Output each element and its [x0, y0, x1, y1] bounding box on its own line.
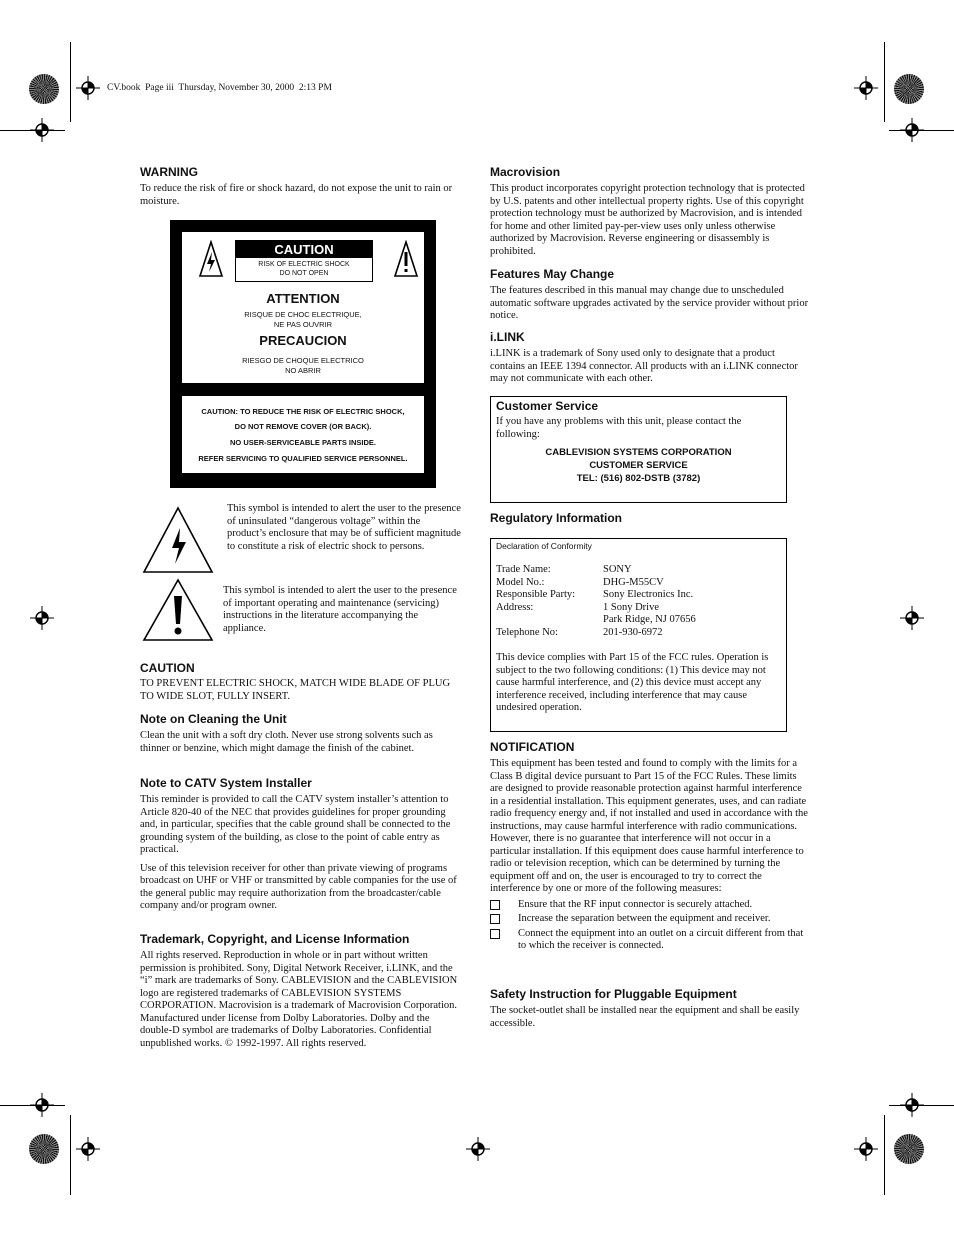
checkbox-bullet-icon	[490, 929, 500, 939]
declaration-title: Declaration of Conformity	[496, 541, 592, 551]
decl-value: 201-930-6972	[603, 626, 663, 638]
decl-value: 1 Sony Drive	[603, 601, 659, 613]
exclamation-triangle-icon	[393, 240, 419, 278]
precaucion-sub2: NO ABRIR	[285, 366, 321, 375]
checkbox-bullet-icon	[490, 900, 500, 910]
list-item	[490, 928, 812, 953]
trademark-text: All rights reserved. Reproduction in whole or in part without written permission is prohibited. Sony, Digital Network Receiver, i.LINK, and the “i” mark are trademarks of Sony. CABLEVISION and the CABLEVISION logo are registered trademarks of CABLEVISION SYSTEMS CORPORATION. Macrovision is a trademark of Macrovision Corporation. Manufactured under license from Dolby Laboratories. Dolby and the double-D symbol are trademarks of Dolby Laboratories. Confidential unpublished works. © 1992-1997. All rights reserved.	[140, 950, 458, 1049]
list-item-text: Connect the equipment into an outlet on a circuit different from that to which the receiver is connected.	[518, 927, 804, 951]
cleaning-text: Clean the unit with a soft dry cloth. Never use strong solvents such as thinner or benzine, which might damage the finish of the cabinet.	[140, 730, 433, 754]
precaucion-sub1: RIESGO DE CHOQUE ELECTRICO	[242, 356, 364, 365]
features-heading: Features May Change	[490, 267, 615, 281]
registration-mark-icon	[76, 1137, 100, 1161]
registration-mark-icon	[466, 1137, 490, 1161]
customer-service-text: If you have any problems with this unit, please contact the following:	[496, 416, 742, 440]
attention-sub1: RISQUE DE CHOC ELECTRIQUE,	[244, 310, 362, 319]
label-bottom-line3: NO USER-SERVICEABLE PARTS INSIDE.	[230, 438, 376, 447]
exclaim-symbol-text: This symbol is intended to alert the user to the presence of important operating and maintenance (servicing) instructions in the literature accompanying the appliance.	[223, 585, 457, 634]
print-slug: CV.book Page iii Thursday, November 30, 2000 2:13 PM	[107, 83, 332, 93]
caution-plate-title: CAUTION	[236, 241, 372, 258]
crop-mark	[70, 42, 71, 122]
macrovision-heading: Macrovision	[490, 165, 561, 179]
warning-text: To reduce the risk of fire or shock hazard, do not expose the unit to rain or moisture.	[140, 183, 453, 207]
notification-heading: NOTIFICATION	[490, 740, 575, 754]
registration-mark-icon	[900, 118, 924, 142]
list-item-text: Increase the separation between the equipment and receiver.	[518, 913, 771, 924]
warning-heading: WARNING	[140, 165, 198, 179]
caution-text: TO PREVENT ELECTRIC SHOCK, MATCH WIDE BLADE OF PLUG TO WIDE SLOT, FULLY INSERT.	[140, 678, 451, 702]
catv-text-1: This reminder is provided to call the CATV system installer’s attention to Article 820-40 of the NEC that provides guidelines for proper grounding and, in particular, specifies that the cable ground shall be connected to the grounding system of the building, as close to the point of cable entry as practical.	[140, 794, 451, 855]
registration-mark-icon	[854, 76, 878, 100]
declaration-box	[490, 538, 787, 732]
trademark-section	[140, 932, 462, 1050]
notification-text: This equipment has been tested and found to comply with the limits for a Class B digital device pursuant to Part 15 of the FCC Rules. These limits are designed to provide reasonable protection against harmful interference in a residential installation. This equipment generates, uses, and can radiate radio frequency energy and, if not installed and used in accordance with the instructions, may cause harmful interference with radio communications. However, there is no guarantee that interference will not occur in a particular installation. If this equipment does cause harmful interference to radio or television reception, which can be determined by turning the equipment off and on, the user is encouraged to try to correct the interference by one or more of the following measures:	[490, 758, 808, 894]
features-text: The features described in this manual may change due to unscheduled automatic software upgrades activated by the service provider without prior notice.	[490, 285, 809, 321]
decl-value: Sony Electronics Inc.	[603, 589, 694, 600]
starburst-target-icon	[29, 1134, 59, 1164]
voltage-symbol-text: This symbol is intended to alert the user to the presence of uninsulated “dangerous voltage” within the product’s enclosure that may be of sufficient magnitude to constitute a risk of electric shock to persons.	[227, 503, 461, 552]
catv-text-2: Use of this television receiver for other than private viewing of programs broadcast on UHF or VHF or transmitted by cable companies for the use of the general public may require authorization from the broadcaster/cable company and/or program owner.	[140, 862, 457, 911]
caution-plate-sub1: RISK OF ELECTRIC SHOCK	[258, 261, 350, 268]
crop-mark	[884, 42, 885, 122]
customer-service-box	[490, 396, 787, 503]
list-item	[490, 899, 812, 912]
safety-section	[490, 987, 812, 1030]
decl-row-address-2	[496, 614, 781, 627]
caution-label	[170, 220, 436, 488]
registration-mark-icon	[30, 1093, 54, 1117]
list-item	[490, 913, 812, 926]
caution-label-top-panel	[182, 232, 424, 383]
decl-row-model	[496, 577, 781, 590]
regulatory-heading: Regulatory Information	[490, 511, 623, 525]
safety-text: The socket-outlet shall be installed near the equipment and shall be easily accessible.	[490, 1005, 800, 1029]
trademark-heading: Trademark, Copyright, and License Information	[140, 932, 410, 946]
warning-section	[140, 165, 462, 208]
macrovision-text: This product incorporates copyright protection technology that is protected by U.S. patents and other intellectual property rights. Use of this copyright protection technology must be authorized by Macrovision, and is intended for home and other limited pay-per-view uses only unless otherwise authorized by Macrovision. Reverse engineering or disassembly is prohibited.	[490, 183, 805, 257]
cleaning-heading: Note on Cleaning the Unit	[140, 712, 287, 726]
label-bottom-line2: DO NOT REMOVE COVER (OR BACK).	[234, 422, 372, 431]
decl-value: SONY	[603, 564, 632, 575]
decl-key: Model No.:	[496, 576, 545, 588]
catv-section	[140, 776, 462, 913]
label-bottom-line4: REFER SERVICING TO QUALIFIED SERVICE PERSONNEL.	[198, 454, 408, 463]
caution-section	[140, 661, 462, 703]
registration-mark-icon	[900, 606, 924, 630]
features-section	[490, 267, 812, 323]
catv-heading: Note to CATV System Installer	[140, 776, 312, 790]
lightning-triangle-icon	[198, 240, 224, 278]
registration-mark-icon	[30, 606, 54, 630]
caution-heading: CAUTION	[140, 661, 195, 675]
regulatory-section	[490, 511, 812, 525]
decl-row-address	[496, 602, 781, 615]
lightning-symbol-icon	[142, 506, 214, 574]
crop-mark	[884, 1115, 885, 1195]
caution-plate-sub2: DO NOT OPEN	[279, 270, 329, 277]
decl-row-trade-name	[496, 564, 781, 577]
registration-mark-icon	[854, 1137, 878, 1161]
decl-key: Address:	[496, 601, 534, 613]
service-line-2: CUSTOMER SERVICE	[589, 460, 688, 471]
ilink-section	[490, 330, 812, 386]
customer-service-heading: Customer Service	[496, 399, 599, 413]
declaration-table	[496, 564, 781, 639]
notification-section	[490, 740, 812, 953]
decl-key: Telephone No:	[496, 626, 558, 638]
decl-row-telephone	[496, 627, 781, 640]
decl-value: DHG-M55CV	[603, 576, 664, 588]
checkbox-bullet-icon	[490, 914, 500, 924]
precaucion-title: PRECAUCION	[259, 333, 347, 348]
service-line-3: TEL: (516) 802-DSTB (3782)	[576, 473, 701, 484]
ilink-heading: i.LINK	[490, 330, 525, 344]
label-bottom-line1: CAUTION: TO REDUCE THE RISK OF ELECTRIC SHOCK,	[201, 407, 405, 416]
macrovision-section	[490, 165, 812, 258]
decl-key	[496, 614, 603, 627]
crop-mark	[70, 1115, 71, 1195]
measures-list	[490, 899, 812, 953]
registration-mark-icon	[900, 1093, 924, 1117]
caution-plate	[235, 240, 373, 282]
attention-title: ATTENTION	[266, 291, 340, 306]
starburst-target-icon	[29, 74, 59, 104]
exclamation-symbol-icon	[142, 578, 214, 642]
starburst-target-icon	[894, 74, 924, 104]
decl-key: Responsible Party:	[496, 589, 576, 600]
cleaning-section	[140, 712, 462, 755]
list-item-text: Ensure that the RF input connector is securely attached.	[518, 898, 753, 910]
decl-key: Trade Name:	[496, 564, 551, 575]
decl-value: Park Ridge, NJ 07656	[603, 614, 696, 625]
safety-heading: Safety Instruction for Pluggable Equipment	[490, 987, 737, 1001]
attention-sub2: NE PAS OUVRIR	[273, 320, 333, 329]
ilink-text: i.LINK is a trademark of Sony used only to designate that a product contains an IEEE 1394 connector. All products with an i.LINK connector may not communicate with each other.	[490, 348, 798, 384]
registration-mark-icon	[76, 76, 100, 100]
registration-mark-icon	[30, 118, 54, 142]
fcc-compliance-text: This device complies with Part 15 of the FCC rules. Operation is subject to the two following conditions: (1) This device may not cause harmful interference, and (2) this device must accept any interference received, including interference that may cause undesired operation.	[496, 652, 769, 713]
service-line-1: CABLEVISION SYSTEMS CORPORATION	[545, 447, 732, 458]
starburst-target-icon	[894, 1134, 924, 1164]
caution-label-bottom-panel	[182, 396, 424, 473]
decl-row-party	[496, 589, 781, 602]
